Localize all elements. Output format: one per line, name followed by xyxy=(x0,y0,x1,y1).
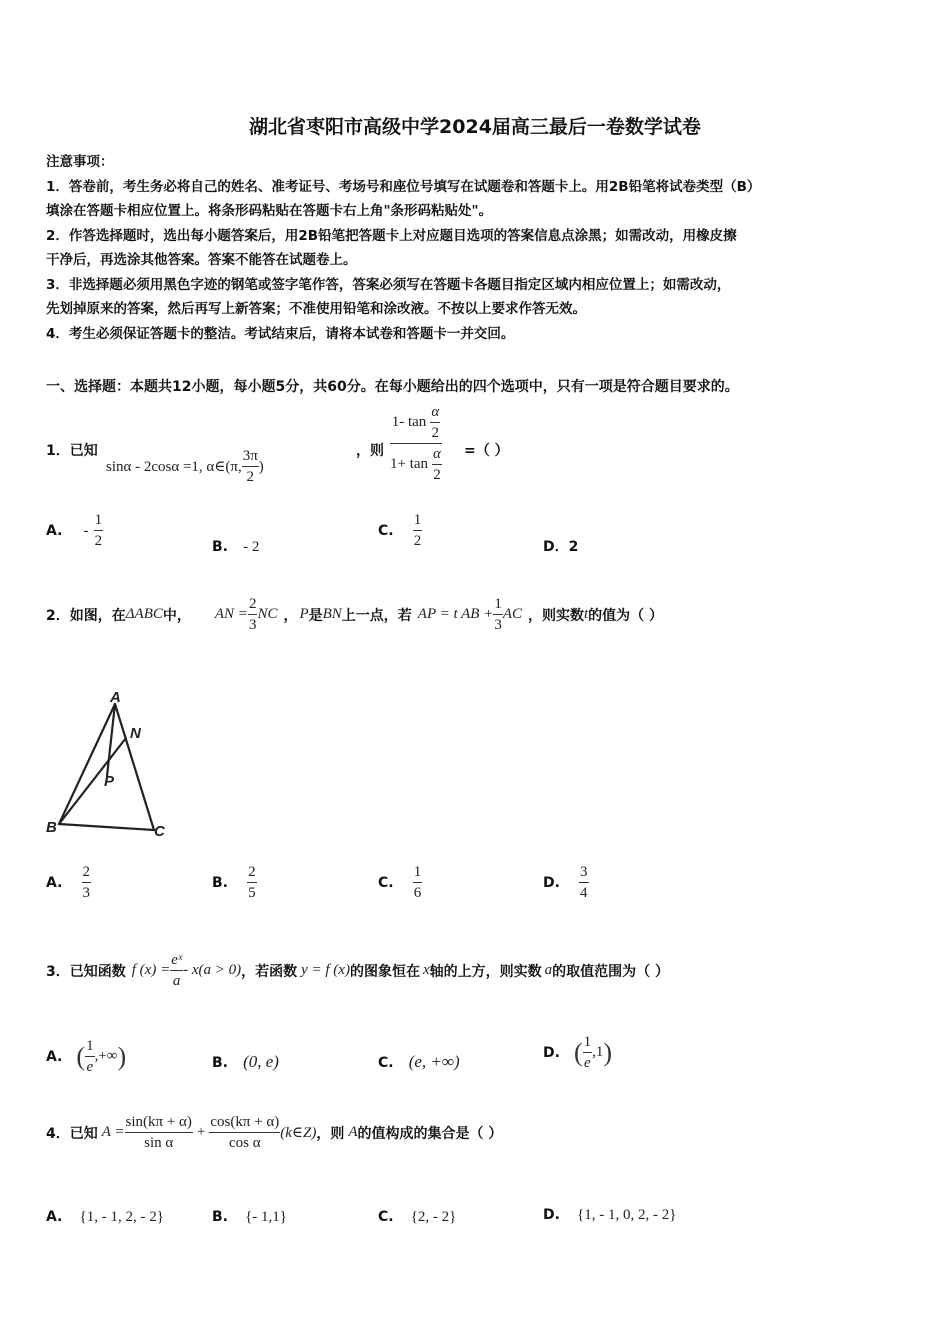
q4-option-d[interactable]: D. {1, - 1, 0, 2, - 2} xyxy=(543,1207,677,1223)
edge-bc xyxy=(59,824,154,830)
label-b: B xyxy=(46,819,57,836)
q2-option-d[interactable]: D. $\frac{3}{4}$ xyxy=(543,864,588,901)
q1-option-d[interactable]: D．2 xyxy=(543,539,579,555)
q1-prefix: 1．已知 xyxy=(46,443,98,459)
q1-option-b[interactable]: B. - 2 xyxy=(212,539,260,555)
q2-option-a[interactable]: A. $\frac{2}{3}$ xyxy=(46,864,91,901)
notice-item-1a: 1．答卷前，考生务必将自己的姓名、准考证号、考场号和座位号填写在试题卷和答题卡上。用2B铅笔将试卷类型（B） xyxy=(46,178,761,195)
q1-expression: 1- tan $\frac{\alpha}{2}$ 1+ tan $\frac{\alpha}{2}$ xyxy=(390,404,441,483)
q3-option-a[interactable]: A. ( $\frac{1}{e}$ ,+∞ ) xyxy=(46,1038,127,1075)
q3-option-c[interactable]: C. (e, +∞) xyxy=(378,1052,460,1071)
label-p: P xyxy=(104,773,115,790)
q4-option-a[interactable]: A. {1, - 1, 2, - 2} xyxy=(46,1209,164,1225)
q3-stem: 3．已知函数 f (x) = $\frac{\text{eˣ}}{a}$ - x(a > 0) ，若函数 y = f (x) 的图象恒在 x 轴的上方，则实数 a 的取值范围为（ ） xyxy=(46,952,670,989)
section-heading: 一、选择题：本题共12小题，每小题5分，共60分。在每小题给出的四个选项中，只有一项是符合题目要求的。 xyxy=(46,379,739,395)
page-title: 湖北省枣阳市高级中学2024届高三最后一卷数学试卷 xyxy=(249,116,701,138)
q2-triangle-figure xyxy=(44,684,184,844)
notice-item-4: 4．考生必须保证答题卡的整洁。考试结束后，请将本试卷和答题卡一并交回。 xyxy=(46,325,515,342)
notice-item-2b: 干净后，再选涂其他答案。答案不能答在试题卷上。 xyxy=(46,252,357,268)
q2-option-b[interactable]: B. $\frac{2}{5}$ xyxy=(212,864,256,901)
label-n: N xyxy=(130,725,141,742)
q3-option-d[interactable]: D. ( $\frac{1}{e}$ ,1 ) xyxy=(543,1034,613,1071)
q4-stem: 4．已知 A = $\frac{\sin(k\pi + \alpha)}{\text{sin α}}$ + $\frac{\cos(k\pi + \alpha)}{\text{cos α}}$ (k∈Z) ，则 A 的值构成的集合是（ ） xyxy=(46,1114,503,1151)
q1-then: ，则 xyxy=(356,443,384,459)
q2-stem: 2．如图，在 ΔABC 中， AN = $\frac{2}{3}$ NC ， P 是 BN 上一点，若 AP = t AB + $\frac{1}{3}$ AC ，则实数 t 的值为（ ） xyxy=(46,596,664,633)
q1-option-a[interactable]: A. - $\frac{1}{2}$ xyxy=(46,512,103,549)
label-c: C xyxy=(154,823,165,840)
notice-item-3a: 3．非选择题必须用黑色字迹的钢笔或签字笔作答，答案必须写在答题卡各题目指定区域内相应位置上；如需改动， xyxy=(46,276,731,293)
notice-item-1b: 填涂在答题卡相应位置上。将条形码粘贴在答题卡右上角"条形码粘贴处"。 xyxy=(46,203,493,219)
q2-option-c[interactable]: C. $\frac{1}{6}$ xyxy=(378,864,422,901)
label-a: A xyxy=(110,689,121,706)
edge-ac xyxy=(115,704,154,830)
q1-condition: sinα - 2cosα =1, α∈(π, $\frac{3\pi}{2}$ ) xyxy=(106,448,264,485)
q4-option-c[interactable]: C. {2, - 2} xyxy=(378,1209,457,1225)
notice-block xyxy=(46,150,760,346)
q4-option-b[interactable]: B. {- 1,1} xyxy=(212,1209,287,1225)
notice-heading: 注意事项： xyxy=(46,154,114,170)
notice-item-3b: 先划掉原来的答案，然后再写上新答案；不准使用铅笔和涂改液。不按以上要求作答无效。 xyxy=(46,301,586,317)
q1-tail: =（ ） xyxy=(464,443,509,459)
q1-option-c[interactable]: C. $\frac{1}{2}$ xyxy=(378,512,422,549)
q3-option-b[interactable]: B. (0, e) xyxy=(212,1052,279,1071)
notice-item-2a: 2．作答选择题时，选出每小题答案后，用2B铅笔把答题卡上对应题目选项的答案信息点涂黑；如需改动，用橡皮擦 xyxy=(46,227,737,244)
